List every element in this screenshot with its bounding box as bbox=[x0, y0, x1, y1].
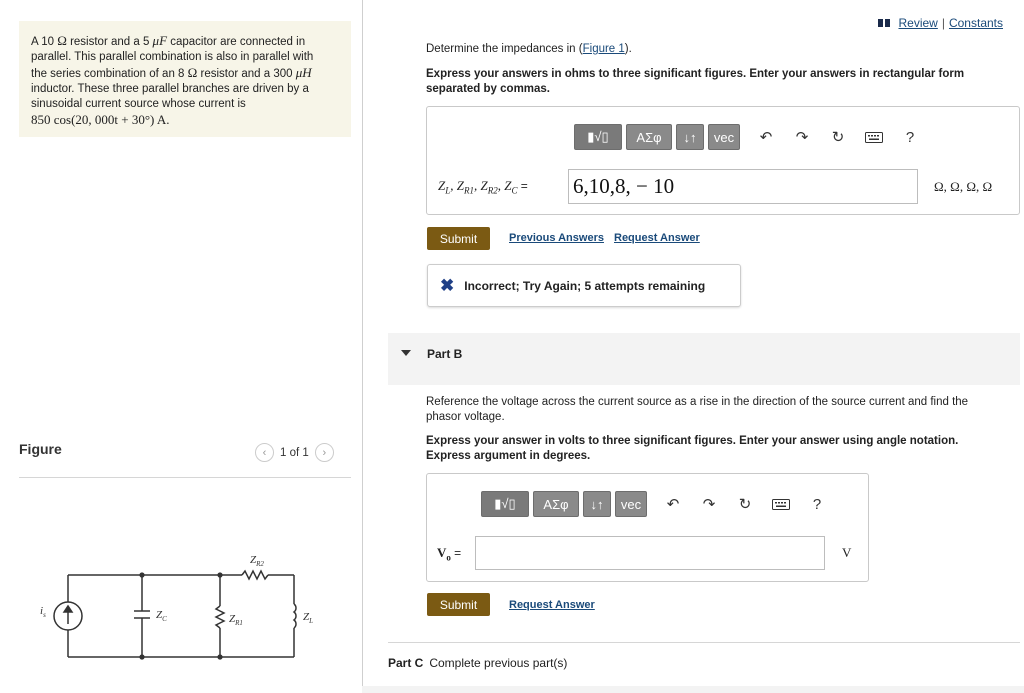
zr1-label: $Z_{R1}$ bbox=[229, 613, 243, 627]
problem-text: A 10 bbox=[31, 36, 58, 48]
part-b-request-answer-link[interactable]: Request Answer bbox=[509, 599, 595, 611]
templates-button[interactable]: ▮√▯ bbox=[481, 491, 529, 517]
part-b-units: V bbox=[842, 545, 852, 560]
part-b-submit-button[interactable]: Submit bbox=[427, 593, 490, 616]
problem-line-4: inductor. These three parallel branches are driven by a bbox=[31, 83, 309, 95]
incorrect-x-icon: ✖ bbox=[440, 275, 455, 295]
header-links bbox=[878, 16, 1003, 30]
part-b-instructions: Express your answer in volts to three significant figures. Enter your answer using angle notation. Express argument in degrees. bbox=[426, 435, 959, 462]
greek-symbols-button[interactable]: ΑΣφ bbox=[533, 491, 579, 517]
problem-text: the series combination of an 8 bbox=[31, 68, 188, 80]
feedback-text: Incorrect; Try Again; 5 attempts remaining bbox=[464, 278, 706, 293]
part-c-row bbox=[388, 656, 567, 670]
problem-text: capacitor are connected in bbox=[167, 36, 306, 48]
feedback-message bbox=[427, 264, 741, 307]
keyboard-icon[interactable] bbox=[763, 499, 799, 510]
reset-icon[interactable]: ↻ bbox=[831, 129, 845, 146]
reset-icon[interactable]: ↻ bbox=[738, 496, 752, 513]
zc-label: $Z_C$ bbox=[156, 609, 167, 623]
arrows-button[interactable]: ↓↑ bbox=[676, 124, 704, 150]
circuit-diagram bbox=[30, 548, 330, 668]
figure-link[interactable]: Figure 1 bbox=[582, 43, 625, 55]
problem-line-3 bbox=[31, 65, 339, 82]
part-a-answer-input[interactable]: 6,10,8, − 10 bbox=[568, 169, 918, 204]
part-b-title: Part B bbox=[427, 347, 463, 361]
ohm-symbol: Ω bbox=[57, 33, 67, 48]
help-icon[interactable]: ? bbox=[905, 128, 915, 146]
chevron-right-icon[interactable]: › bbox=[315, 443, 334, 462]
part-a-instructions: Express your answers in ohms to three significant figures. Enter your answers in rectangular form separated by commas. bbox=[426, 68, 965, 95]
arrows-button[interactable]: ↓↑ bbox=[583, 491, 611, 517]
part-c-divider bbox=[388, 642, 1020, 643]
problem-statement bbox=[19, 21, 351, 137]
column-divider bbox=[362, 0, 363, 693]
current-source-expression: 850 cos(20, 000t + 30°) A. bbox=[31, 112, 170, 127]
part-b-math-toolbar bbox=[481, 491, 835, 517]
part-b-header[interactable] bbox=[388, 333, 1020, 385]
problem-text: resistor and a 300 bbox=[197, 68, 296, 80]
redo-icon[interactable]: ↷ bbox=[795, 129, 809, 146]
templates-button[interactable]: ▮√▯ bbox=[574, 124, 622, 150]
part-b-question: Reference the voltage across the current source as a rise in the direction of the source current and find the phasor voltage. bbox=[426, 396, 969, 423]
chevron-left-icon[interactable]: ‹ bbox=[255, 443, 274, 462]
problem-line-2: parallel. This parallel combination is also in parallel with bbox=[31, 51, 314, 63]
problem-text: resistor and a 5 bbox=[66, 36, 153, 48]
part-c-title: Part C bbox=[388, 656, 424, 670]
is-label: $i_s$ bbox=[40, 605, 46, 619]
part-b-answer-input[interactable] bbox=[475, 536, 825, 570]
keyboard-icon[interactable] bbox=[856, 132, 892, 143]
part-a-question bbox=[426, 43, 632, 55]
part-a-math-toolbar bbox=[574, 124, 928, 150]
undo-icon[interactable]: ↶ bbox=[759, 129, 773, 146]
microhenry-unit: μH bbox=[295, 65, 312, 80]
part-a-submit-button[interactable]: Submit bbox=[427, 227, 490, 250]
figure-divider bbox=[19, 477, 351, 478]
review-link[interactable]: Review bbox=[898, 16, 938, 30]
microfarad-unit: μF bbox=[152, 33, 168, 48]
constants-link[interactable]: Constants bbox=[948, 16, 1003, 30]
part-a-request-answer-link[interactable]: Request Answer bbox=[614, 232, 700, 244]
vector-button[interactable]: vec bbox=[615, 491, 647, 517]
impedances-label: $Z_L$, $Z_{R1}$, $Z_{R2}$, $Z_C$ = bbox=[438, 178, 528, 196]
previous-answers-link[interactable]: Previous Answers bbox=[509, 232, 604, 244]
undo-icon[interactable]: ↶ bbox=[666, 496, 680, 513]
redo-icon[interactable]: ↷ bbox=[702, 496, 716, 513]
vector-button[interactable]: vec bbox=[708, 124, 740, 150]
part-c-text: Complete previous part(s) bbox=[429, 656, 568, 670]
question-text: Determine the impedances in ( bbox=[426, 43, 583, 55]
figure-label: Figure bbox=[19, 441, 62, 457]
review-book-icon bbox=[878, 19, 890, 27]
zl-label: $Z_L$ bbox=[303, 611, 314, 625]
help-icon[interactable]: ? bbox=[812, 495, 822, 513]
question-text: ). bbox=[624, 43, 632, 55]
pager-text: 1 of 1 bbox=[280, 446, 309, 459]
collapse-caret-icon[interactable] bbox=[401, 350, 411, 356]
header-separator: | bbox=[941, 16, 945, 30]
bottom-bar bbox=[362, 686, 1024, 693]
problem-line-5: sinusoidal current source whose current is bbox=[31, 98, 246, 110]
vo-label: $V_o$ = bbox=[437, 545, 462, 563]
ohm-symbol: Ω bbox=[187, 65, 198, 80]
figure-pager bbox=[255, 443, 334, 462]
problem-line-1 bbox=[31, 33, 339, 50]
zr2-label: $Z_{R2}$ bbox=[250, 554, 264, 568]
part-a-units: Ω, Ω, Ω, Ω bbox=[934, 179, 993, 194]
greek-symbols-button[interactable]: ΑΣφ bbox=[626, 124, 672, 150]
